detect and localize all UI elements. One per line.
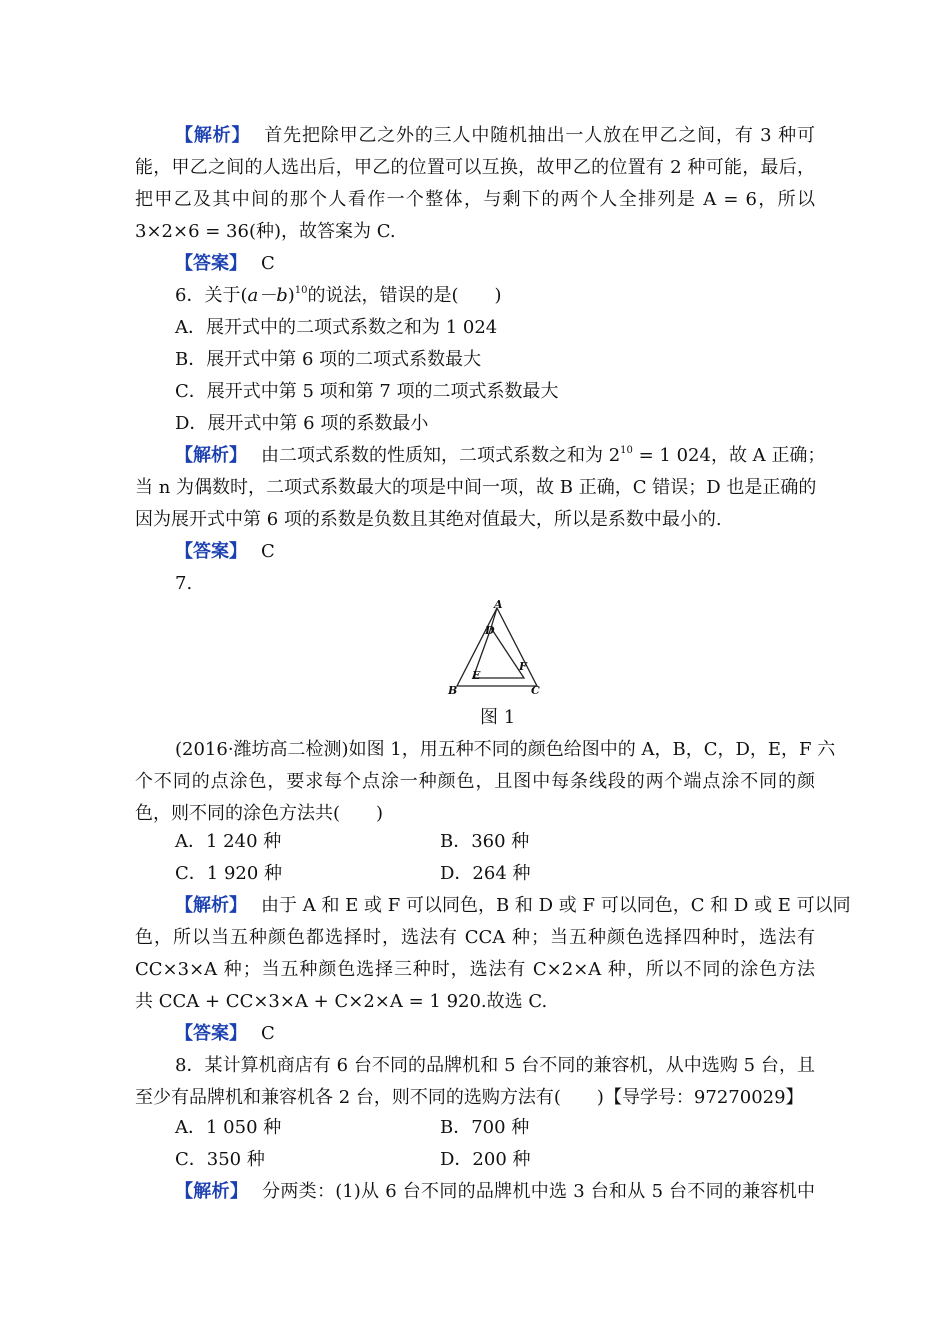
q6-analysis-line-1: 【解析】 由二项式系数的性质知，二项式系数之和为 $2^{10} = 1$ 024，故 A 正确； [175,445,826,466]
q7-number: 7. [175,573,193,594]
q7-analysis-line-2: 色，所以当五种颜色都选择时，选法有 CCA 种；当五种颜色选择四种时，选法有 [135,927,815,948]
q7-stem-line-3: 色，则不同的涂色方法共( ) [135,803,384,824]
figure-caption: 图 1 [480,707,516,728]
q7-answer: 【答案】 C [175,1023,275,1044]
q8-analysis-line-1: 【解析】 分两类：(1)从 6 台不同的品牌机中选 3 台和从 5 台不同的兼容机中 [175,1181,815,1202]
q6-option-d: D．展开式中第 6 项的系数最小 [175,413,429,434]
label-b: B [448,684,458,697]
q7-option-a: A．1 240 种 [175,831,282,852]
q6-option-c: C．展开式中第 5 项和第 7 项的二项式系数最大 [175,381,559,402]
label-d: D [485,624,495,637]
q6-option-a: A．展开式中的二项式系数之和为 1 024 [175,317,498,338]
q6-answer: 【答案】 C [175,541,275,562]
inner-triangle [473,628,524,678]
q7-analysis-line-3: CC×3×A 种；当五种颜色选择三种时，选法有 C×2×A 种，所以不同的涂色方法 [135,959,815,980]
label-a: A [494,598,503,611]
q7-stem-line-2: 个不同的点涂色，要求每个点涂一种颜色，且图中每条线段的两个端点涂不同的颜 [135,771,815,792]
q7-option-b: B．360 种 [440,831,530,852]
analysis-tag: 【解析】 [175,895,247,916]
triangle-figure [445,598,555,698]
analysis-tag: 【解析】 [175,125,251,146]
q7-analysis-line-1: 【解析】 由于 A 和 E 或 F 可以同色，B 和 D 或 F 可以同色，C 和 D 或 E 可以同 [175,895,851,916]
label-c: C [531,684,540,697]
outer-triangle [457,608,537,686]
q8-stem-line-1: 8．某计算机商店有 6 台不同的品牌机和 5 台不同的兼容机，从中选购 5 台，且 [175,1055,815,1076]
p5-analysis-line-3: 把甲乙及其中间的那个人看作一个整体，与剩下的两个人全排列是 A = 6，所以 [135,189,815,210]
answer-tag: 【答案】 [175,541,247,562]
p5-analysis-line-1: 【解析】 首先把除甲乙之外的三人中随机抽出一人放在甲乙之间，有 3 种可 [175,125,815,146]
q6-option-b: B．展开式中第 6 项的二项式系数最大 [175,349,482,370]
q6-analysis-line-3: 因为展开式中第 6 项的系数是负数且其绝对值最大，所以是系数中最小的. [135,509,722,530]
analysis-tag: 【解析】 [175,1181,249,1202]
label-e: E [472,669,481,682]
q8-option-a: A．1 050 种 [175,1117,282,1138]
q7-option-d: D．264 种 [440,863,531,884]
q6-analysis-line-2: 当 n 为偶数时，二项式系数最大的项是中间一项，故 B 正确，C 错误；D 也是正确的 [135,477,817,498]
answer-tag: 【答案】 [175,253,247,274]
analysis-tag: 【解析】 [175,445,247,466]
q8-option-d: D．200 种 [440,1149,531,1170]
q7-stem-line-1: (2016·潍坊高二检测)如图 1，用五种不同的颜色给图中的 A，B，C，D，E，F 六 [175,739,836,760]
q7-option-c: C．1 920 种 [175,863,283,884]
answer-tag: 【答案】 [175,1023,247,1044]
q8-option-b: B．700 种 [440,1117,530,1138]
q8-stem-line-2: 至少有品牌机和兼容机各 2 台，则不同的选购方法有( )【导学号：97270029】 [135,1087,804,1108]
q6-stem: 6．关于$(a-b)^{10}$的说法，错误的是( ) [175,285,502,306]
p5-analysis-line-2: 能，甲乙之间的人选出后，甲乙的位置可以互换，故甲乙的位置有 2 种可能，最后， [135,157,815,178]
q7-analysis-line-4: 共 CCA + CC×3×A + C×2×A = 1 920.故选 C. [135,991,548,1012]
label-f: F [519,660,527,673]
p5-analysis-line-4: 3×2×6 = 36(种)，故答案为 C. [135,221,396,242]
q8-option-c: C．350 种 [175,1149,265,1170]
p5-answer: 【答案】 C [175,253,275,274]
